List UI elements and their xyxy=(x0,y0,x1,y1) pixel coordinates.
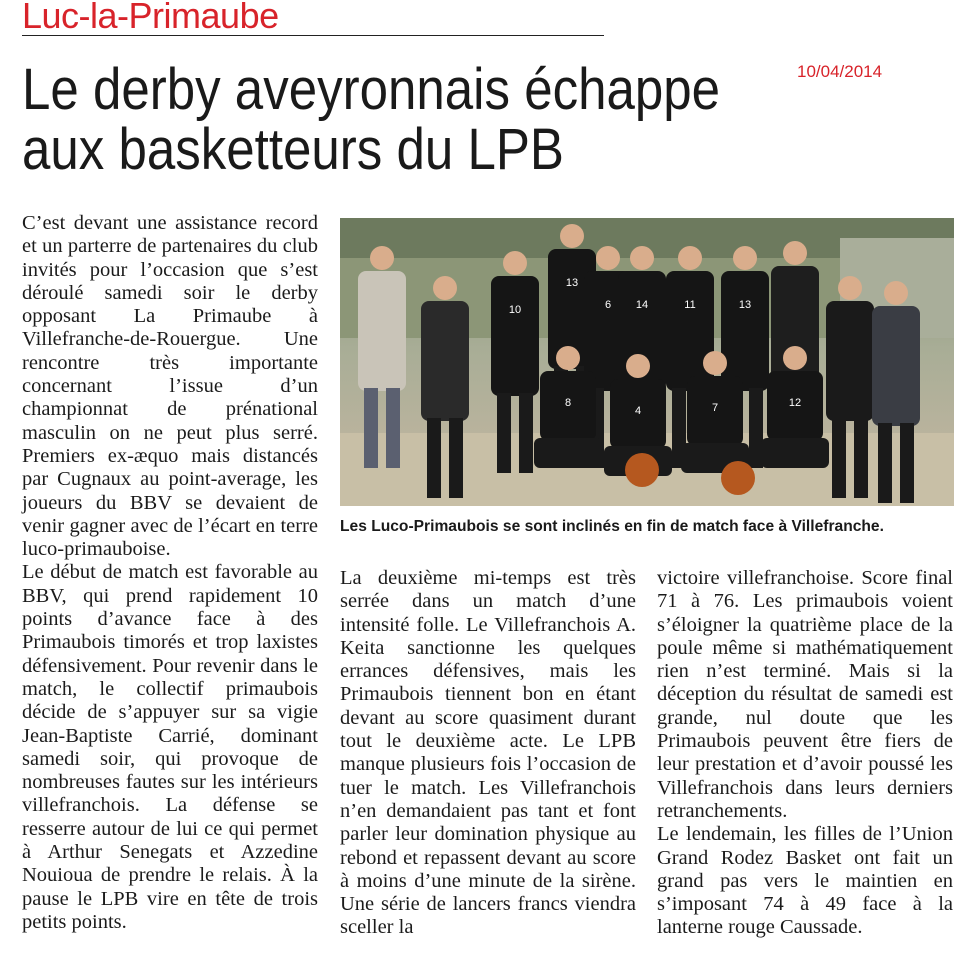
team-photo xyxy=(340,218,954,506)
headline-line-2: aux basketteurs du LPB xyxy=(22,117,564,182)
header-rule xyxy=(22,35,604,36)
headline xyxy=(22,57,762,182)
headline-line-1: Le derby aveyronnais échappe xyxy=(22,57,721,122)
jersey-number: 6 xyxy=(604,299,612,311)
team-photo-illustration xyxy=(340,218,954,506)
jersey-number: 4 xyxy=(634,405,642,417)
jersey-number: 12 xyxy=(788,397,802,409)
jersey-number: 8 xyxy=(564,397,572,409)
jersey-number: 13 xyxy=(565,277,579,289)
photo-caption: Les Luco-Primaubois se sont inclinés en fin de match face à Villefranche. xyxy=(340,518,884,535)
paragraph: Le lendemain, les filles de l’Union Grand Rodez Basket ont fait un grand pas vers le maintien en s’imposant 74 à 49 face à la lanterne rouge Caussade. xyxy=(657,823,953,939)
paragraph: victoire villefranchoise. Score final 71 à 76. Les primaubois voient s’éloigner la quatrième place de la poule même si mathématiquement rien n’est terminé. Mais si la déception du résultat de samedi est grande, nul doute que les Primaubois peuvent être fiers de leur prestation et d’avoir poussé les Villefranchois dans leurs derniers retranchements. xyxy=(657,567,953,822)
basketball-icon xyxy=(721,461,755,495)
jersey-number: 11 xyxy=(684,299,696,311)
jersey-number: 13 xyxy=(738,299,752,311)
paragraph: Le début de match est favorable au BBV, qui prend rapidement 10 points d’avance face à des Primaubois timorés et trop laxistes défensivement. Pour revenir dans le match, le collectif primaubois décide de s’appuyer sur sa vigie Jean-Baptiste Carrié, dominant samedi soir, qui provoque de nombreuses fautes sur les intérieurs villefranchois. La défense se resserre autour de lui ce qui permet à Arthur Senegats et Azzedine Nouioua de prendre le relais. À la pause le LPB vire en tête de trois petits points. xyxy=(22,561,318,933)
basketball-icon xyxy=(625,453,659,487)
jersey-number: 14 xyxy=(635,299,649,311)
section-title: Luc-la-Primaube xyxy=(22,0,279,36)
article-column-1 xyxy=(22,212,318,934)
article-column-2 xyxy=(340,567,636,940)
paragraph: C’est devant une assistance record et un parterre de partenaires du club invités pour l’occasion que s’est déroulé samedi soir le derby opposant La Primaube à Villefranche-de-Rouergue. Une rencontre très importante concernant l’issue d’un championnat de prénational masculin on ne peut plus serré. Premiers ex-æquo mais distancés par Cugnaux au point-average, les joueurs du BBV se devaient de venir gagner avec de l’écart en terre luco-primauboise. xyxy=(22,212,318,561)
jersey-number: 7 xyxy=(711,402,719,414)
publication-date: 10/04/2014 xyxy=(797,62,883,81)
jersey-number: 10 xyxy=(508,304,522,316)
article-column-3 xyxy=(657,567,953,940)
paragraph: La deuxième mi-temps est très serrée dans un match d’une intensité folle. Le Villefranchois A. Keita sanctionne les quelques errances défensives, mais les Primaubois tiennent bon en étant devant au score quasiment durant tout le deuxième acte. Le LPB manque plusieurs fois l’occasion de tuer le match. Les Villefranchois n’en demandaient pas tant et font parler leur domination physique au rebond et repassent devant au score à moins d’une minute de la sirène. Une série de lancers francs viendra sceller la xyxy=(340,567,636,939)
